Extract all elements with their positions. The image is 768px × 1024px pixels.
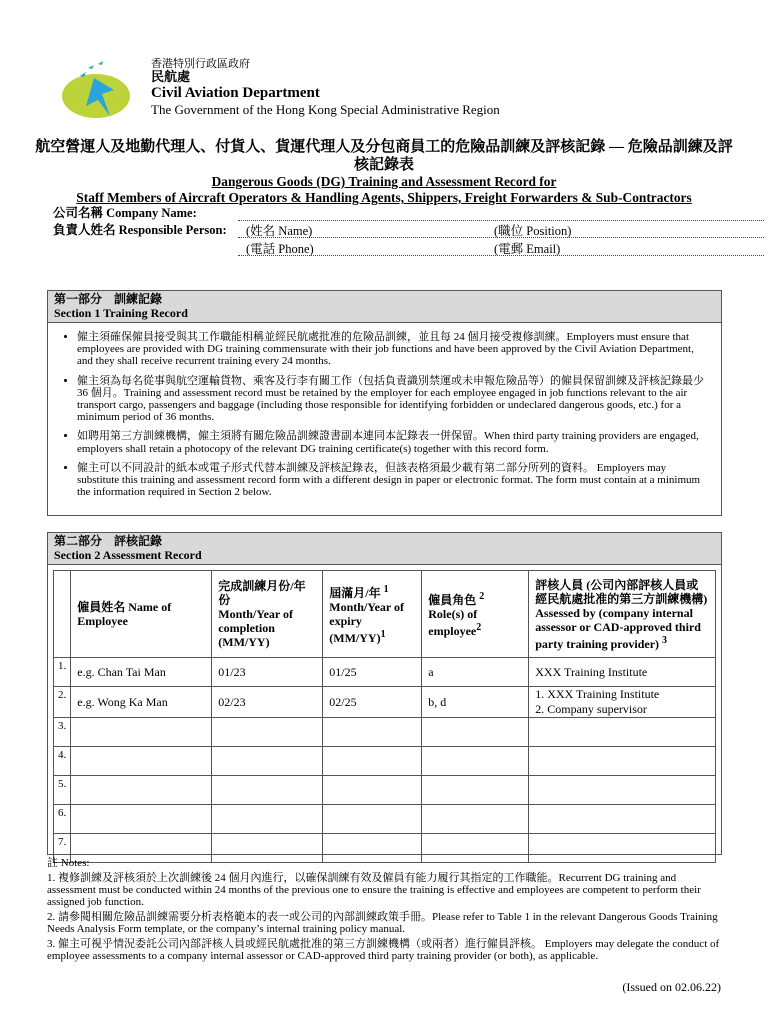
section-2-assessment-record	[47, 532, 722, 855]
section-2-heading-zh: 第二部分 評核記錄	[54, 534, 163, 548]
row-number-cell: 6.	[54, 805, 71, 834]
cad-logo-icon	[58, 56, 138, 122]
completion-date-cell[interactable]	[212, 747, 323, 776]
resp-row-2	[238, 238, 764, 256]
bullet-item: • 如聘用第三方訓練機構，僱主須將有關危險品訓練證書副本連同本記錄表一併保留。When third party training providers are engaged, employers shall retain a photocopy of the relevant DG training certificate(s) together with this record form.	[77, 430, 709, 454]
dept-zh-line1: 香港特別行政區政府	[151, 58, 250, 70]
responsible-person-fields	[238, 220, 764, 256]
completion-date-cell[interactable]: 01/23	[212, 658, 323, 687]
row-number-cell: 4.	[54, 747, 71, 776]
role-cell[interactable]	[422, 747, 529, 776]
assessment-table	[53, 570, 716, 863]
col-expiry-header: 屆滿月/年 $^1$ Month/Year of expiry $(MM/YY)^1$	[323, 571, 422, 658]
col-name-header: 僱員姓名 Name of Employee	[71, 571, 212, 658]
table-row	[54, 687, 716, 718]
bullet-item: • 僱主須確保僱員接受與其工作職能相稱並經民航處批准的危險品訓練，並且每 24 個月接受複修訓練。Employers must ensure that employees are provided with DG training commensurate with their job functions and have been approved by the Civil Aviation Department, and they shall receive recurrent training every 24 months.	[77, 331, 709, 368]
notes-label: 註 Notes:	[47, 857, 90, 869]
role-cell[interactable]	[422, 805, 529, 834]
employee-name-cell[interactable]: e.g. Chan Tai Man	[71, 658, 212, 687]
employee-name-cell[interactable]	[71, 747, 212, 776]
assessor-cell[interactable]	[529, 718, 716, 747]
col-role-header: 僱員角色 $^2$ Role(s) of employee$^2$	[422, 571, 529, 658]
section-2-heading-en: Section 2 Assessment Record	[54, 548, 202, 562]
row-number-cell: 1.	[54, 658, 71, 687]
section-1-training-record	[47, 290, 722, 516]
title-en-line1: Dangerous Goods (DG) Training and Assessment Record for	[211, 174, 557, 189]
role-cell[interactable]: a	[422, 658, 529, 687]
expiry-date-cell[interactable]	[323, 747, 422, 776]
assessor-cell[interactable]: XXX Training Institute	[529, 658, 716, 687]
note-item: 2. 請參閱相關危險品訓練需要分析表格範本的表一或公司的內部訓練政策手冊。Please refer to Table 1 in the relevant Dangerous Goods Training Needs Analysis Form template, or the company’s internal training policy manual.	[47, 911, 718, 935]
company-name-label: 公司名稱 Company Name:	[53, 206, 197, 220]
assessor-cell[interactable]	[529, 747, 716, 776]
row-number-cell: 7.	[54, 834, 71, 863]
section-1-bullets	[48, 331, 709, 498]
resp-row-1	[238, 220, 764, 238]
issued-date: (Issued on 02.06.22)	[622, 980, 721, 994]
expiry-date-cell[interactable]: 02/25	[323, 687, 422, 718]
completion-date-cell[interactable]: 02/23	[212, 687, 323, 718]
department-header	[151, 58, 500, 117]
header-num-cell	[54, 571, 71, 658]
table-row	[54, 747, 716, 776]
row-number-cell: 5.	[54, 776, 71, 805]
expiry-date-cell[interactable]	[323, 776, 422, 805]
dept-zh-line2: 民航處	[151, 69, 191, 84]
table-row	[54, 718, 716, 747]
assessor-cell[interactable]: 1. XXX Training Institute 2. Company supervisor	[529, 687, 716, 718]
completion-date-cell[interactable]	[212, 718, 323, 747]
expiry-date-cell[interactable]	[323, 805, 422, 834]
note-item: 3. 僱主可視乎情況委託公司內部評核人員或經民航處批准的第三方訓練機構（或兩者）進行僱員評核。 Employers may delegate the conduct of employee assessments to a company internal assessor or CAD-approved third party training provider (or both), as applicable.	[47, 938, 720, 962]
form-title	[30, 138, 738, 206]
email-field[interactable]: (電郵 Email)	[494, 242, 561, 256]
role-cell[interactable]	[422, 718, 529, 747]
section-1-heading-zh: 第一部分 訓練記錄	[54, 292, 163, 306]
assessor-cell[interactable]	[529, 805, 716, 834]
notes	[47, 857, 727, 965]
note-item: 1. 複修訓練及評核須於上次訓練後 24 個月內進行，以確保訓練有效及僱員有能力履行其指定的工作職能。Recurrent DG training and assessment must be conducted within 24 months of the previous one to ensure the training is effective and employees are competent to perform their assigned job function.	[47, 872, 701, 908]
employee-name-cell[interactable]	[71, 718, 212, 747]
section-1-heading	[48, 291, 721, 323]
dept-name: Civil Aviation Department	[151, 85, 320, 101]
row-number-cell: 2.	[54, 687, 71, 718]
table-row	[54, 776, 716, 805]
table-row	[54, 658, 716, 687]
phone-field[interactable]: (電話 Phone)	[246, 242, 314, 256]
completion-date-cell[interactable]	[212, 776, 323, 805]
table-header-row	[54, 571, 716, 658]
name-field[interactable]: (姓名 Name)	[246, 224, 313, 238]
role-cell[interactable]	[422, 776, 529, 805]
position-field[interactable]: (職位 Position)	[494, 224, 572, 238]
employee-name-cell[interactable]: e.g. Wong Ka Man	[71, 687, 212, 718]
col-assessor-header: 評核人員 (公司內部評核人員或經民航處批准的第三方訓練機構) Assessed by (company internal assessor or CAD-approved third party training provider) $^3$	[529, 571, 716, 658]
title-zh: 航空營運人及地勤代理人、付貨人、貨運代理人及分包商員工的危險品訓練及評核記錄 — 危險品訓練及評核記錄表	[35, 139, 733, 173]
employee-name-cell[interactable]	[71, 776, 212, 805]
assessor-cell[interactable]	[529, 776, 716, 805]
role-cell[interactable]: b, d	[422, 687, 529, 718]
employee-name-cell[interactable]	[71, 805, 212, 834]
col-completion-header: 完成訓練月份/年份 Month/Year of completion (MM/YY)	[212, 571, 323, 658]
government-name: The Government of the Hong Kong Special Administrative Region	[151, 102, 500, 117]
expiry-date-cell[interactable]: 01/25	[323, 658, 422, 687]
completion-date-cell[interactable]	[212, 805, 323, 834]
table-body	[54, 658, 716, 863]
section-1-heading-en: Section 1 Training Record	[54, 306, 188, 320]
section-2-heading	[48, 533, 721, 565]
bullet-item: • 僱主可以不同設計的紙本或電子形式代替本訓練及評核記錄表，但該表格須最少載有第二部分所列的資料。 Employers may substitute this training and assessment record form with a different design in paper or electronic format. The form must contain at a minimum the information required in Section 2 below.	[77, 462, 709, 499]
title-en-line2: Staff Members of Aircraft Operators & Handling Agents, Shippers, Freight Forwarders & Sub-Contractors	[76, 190, 692, 205]
company-labels	[53, 205, 227, 239]
expiry-date-cell[interactable]	[323, 718, 422, 747]
bullet-item: • 僱主須為每名從事與航空運輸貨物、乘客及行李有關工作（包括負責識別禁運或未申報危險品等）的僱員保留訓練及評核記錄最少 36 個月。Training and assessment record must be retained by the employer for each employee engaged in job functions relevant to the air transport cargo, passengers and baggage (including those responsible for identifying forbidden or undeclared dangerous goods, etc.) for a minimum period of 36 months.	[77, 375, 709, 424]
responsible-person-label: 負責人姓名 Responsible Person:	[53, 223, 227, 237]
row-number-cell: 3.	[54, 718, 71, 747]
table-row	[54, 805, 716, 834]
